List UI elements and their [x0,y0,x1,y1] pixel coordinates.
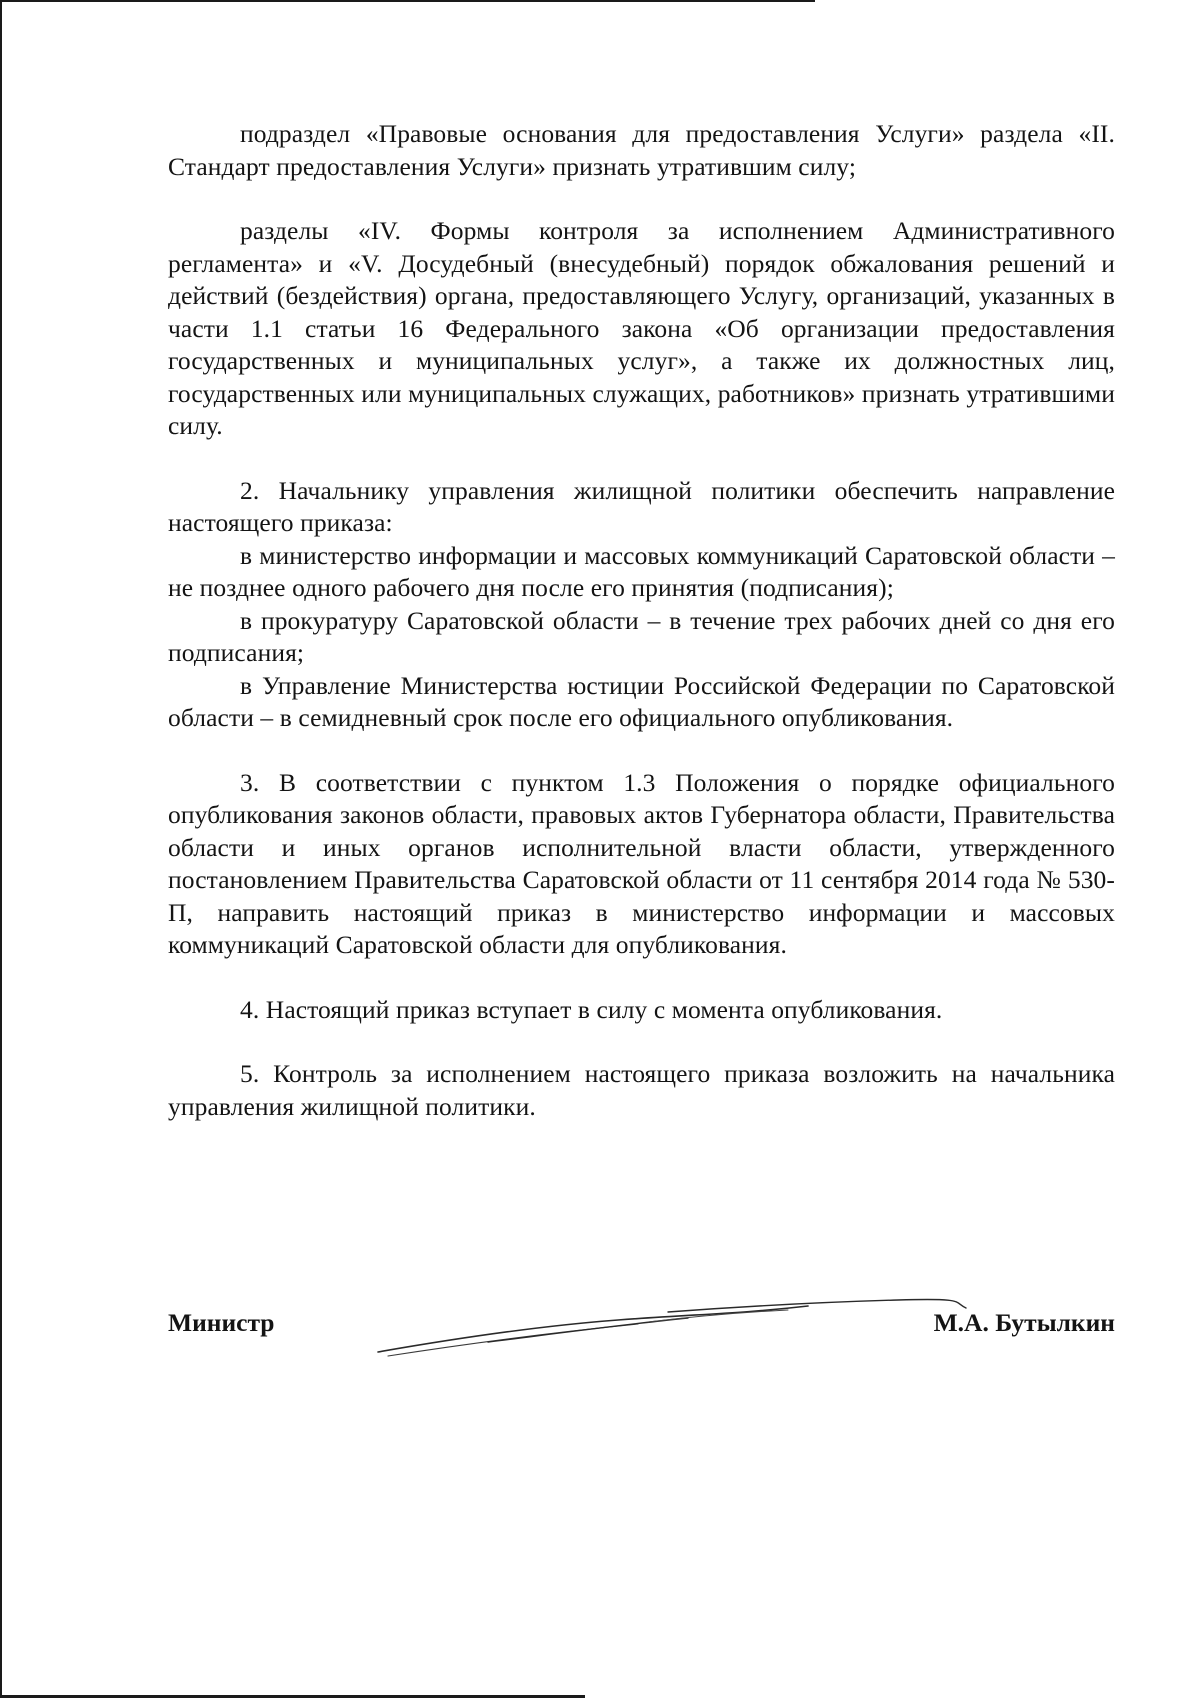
signatory-title: Министр [168,1308,275,1337]
paragraph-item-2: 2. Начальнику управления жилищной политики обеспечить направление настоящего приказа: [168,475,1115,537]
paragraph-item-4: 4. Настоящий приказ вступает в силу с момента опубликования. [240,994,943,1024]
signatory-name: М.А. Бутылкин [933,1308,1115,1337]
signature-block [168,1300,1115,1360]
paragraph-item-2-ministry: в министерство информации и массовых коммуникаций Саратовской области – не позднее одного рабочего дня после его принятия (подписания); [168,540,1115,602]
paragraph-item-2-prosecutor: в прокуратуру Саратовской области – в течение трех рабочих дней со дня его подписания; [168,605,1115,667]
handwritten-signature [368,1290,968,1360]
scan-border-top [0,0,815,2]
document-body [168,118,1115,1123]
paragraph-subsection-repeal: подраздел «Правовые основания для предоставления Услуги» раздела «II. Стандарт предоставления Услуги» признать утратившим силу; [168,119,1115,181]
paragraph-item-5: 5. Контроль за исполнением настоящего приказа возложить на начальника управления жилищной политики. [168,1059,1115,1121]
scan-border-left [0,0,2,1698]
paragraph-item-3: 3. В соответствии с пунктом 1.3 Положения о порядке официального опубликования законов области, правовых актов Губернатора области, Правительства области и иных органов исполнительной власти области, утвержденного постановлением Правительства Саратовской области от 11 сентября 2014 года № 530-П, направить настоящий приказ в министерство информации и массовых коммуникаций Саратовской области для опубликования. [168,767,1115,959]
paragraph-sections-repeal: разделы «IV. Формы контроля за исполнением Административного регламента» и «V. Досудебный (внесудебный) порядок обжалования решений и действий (бездействия) органа, предоставляющего Услугу, организаций, указанных в части 1.1 статьи 16 Федерального закона «Об организации предоставления государственных и муниципальных услуг», а также их должностных лиц, государственных или муниципальных служащих, работников» признать утратившими силу. [168,216,1115,440]
paragraph-item-2-justice: в Управление Министерства юстиции Российской Федерации по Саратовской области – в семидневный срок после его официального опубликования. [168,670,1115,732]
